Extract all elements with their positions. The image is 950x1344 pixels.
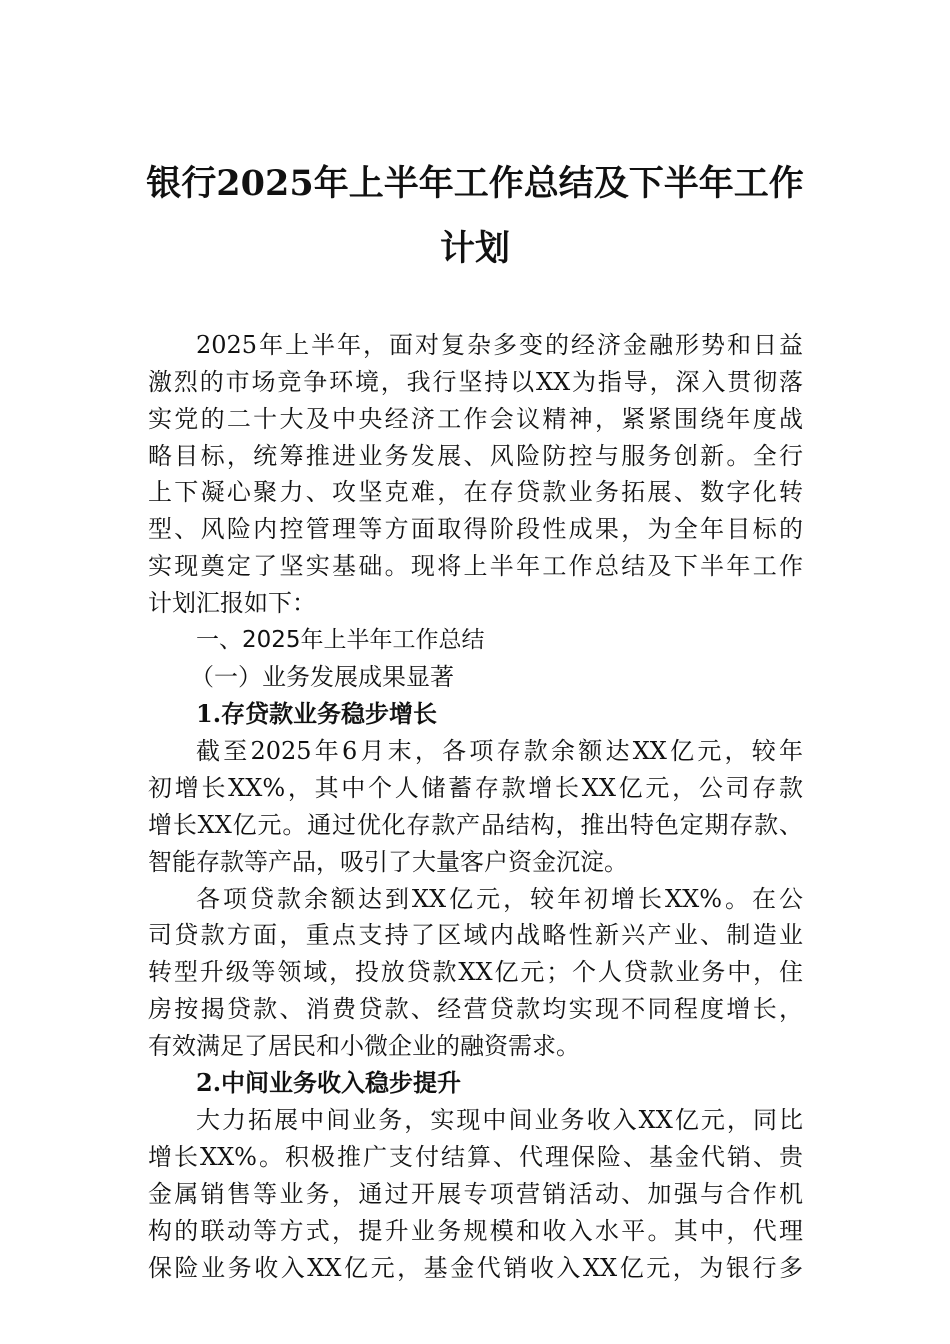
document-title-line-1: 银行2025年上半年工作总结及下半年工作 (146, 163, 804, 204)
intro-line: 实党的二十大及中央经济工作会议精神，紧紧围绕年度战 (148, 405, 803, 433)
paragraph-line: 构的联动等方式，提升业务规模和收入水平。其中，代理 (148, 1217, 803, 1245)
intro-line: 型、风险内控管理等方面取得阶段性成果，为全年目标的 (148, 515, 803, 543)
paragraph-line: 增长XX%。积极推广支付结算、代理保险、基金代销、贵 (148, 1143, 803, 1171)
section-heading: 一、2025年上半年工作总结 (196, 627, 485, 653)
intro-line: 略目标，统筹推进业务发展、风险防控与服务创新。全行 (148, 442, 803, 470)
paragraph-line: 保险业务收入XX亿元，基金代销收入XX亿元，为银行多 (148, 1254, 803, 1282)
paragraph-line: 房按揭贷款、消费贷款、经营贷款均实现不同程度增长， (148, 995, 803, 1023)
paragraph-line: 有效满足了居民和小微企业的融资需求。 (148, 1032, 580, 1060)
paragraph-line: 截至2025年6月末，各项存款余额达XX亿元，较年 (196, 737, 803, 765)
subsection-heading: （一）业务发展成果显著 (190, 663, 454, 691)
intro-line: 激烈的市场竞争环境，我行坚持以XX为指导，深入贯彻落 (148, 368, 803, 396)
intro-line: 实现奠定了坚实基础。现将上半年工作总结及下半年工作 (148, 552, 803, 580)
paragraph-line: 大力拓展中间业务，实现中间业务收入XX亿元，同比 (196, 1106, 803, 1134)
paragraph-line: 司贷款方面，重点支持了区域内战略性新兴产业、制造业 (148, 921, 803, 949)
document-title-line-2: 计划 (439, 228, 510, 269)
paragraph-line: 初增长XX%，其中个人储蓄存款增长XX亿元，公司存款 (148, 774, 803, 802)
paragraph-line: 增长XX亿元。通过优化存款产品结构，推出特色定期存款、 (148, 811, 803, 839)
paragraph-line: 智能存款等产品，吸引了大量客户资金沉淀。 (148, 848, 628, 876)
item-heading: 2.中间业务收入稳步提升 (196, 1068, 462, 1097)
item-heading: 1.存贷款业务稳步增长 (196, 699, 438, 728)
intro-line: 上下凝心聚力、攻坚克难，在存贷款业务拓展、数字化转 (148, 478, 803, 506)
intro-line: 计划汇报如下： (148, 589, 316, 617)
paragraph-line: 转型升级等领域，投放贷款XX亿元；个人贷款业务中，住 (148, 958, 803, 986)
paragraph-line: 各项贷款余额达到XX亿元，较年初增长XX%。在公 (196, 885, 803, 913)
intro-line: 2025年上半年，面对复杂多变的经济金融形势和日益 (196, 331, 803, 359)
paragraph-line: 金属销售等业务，通过开展专项营销活动、加强与合作机 (148, 1180, 803, 1208)
